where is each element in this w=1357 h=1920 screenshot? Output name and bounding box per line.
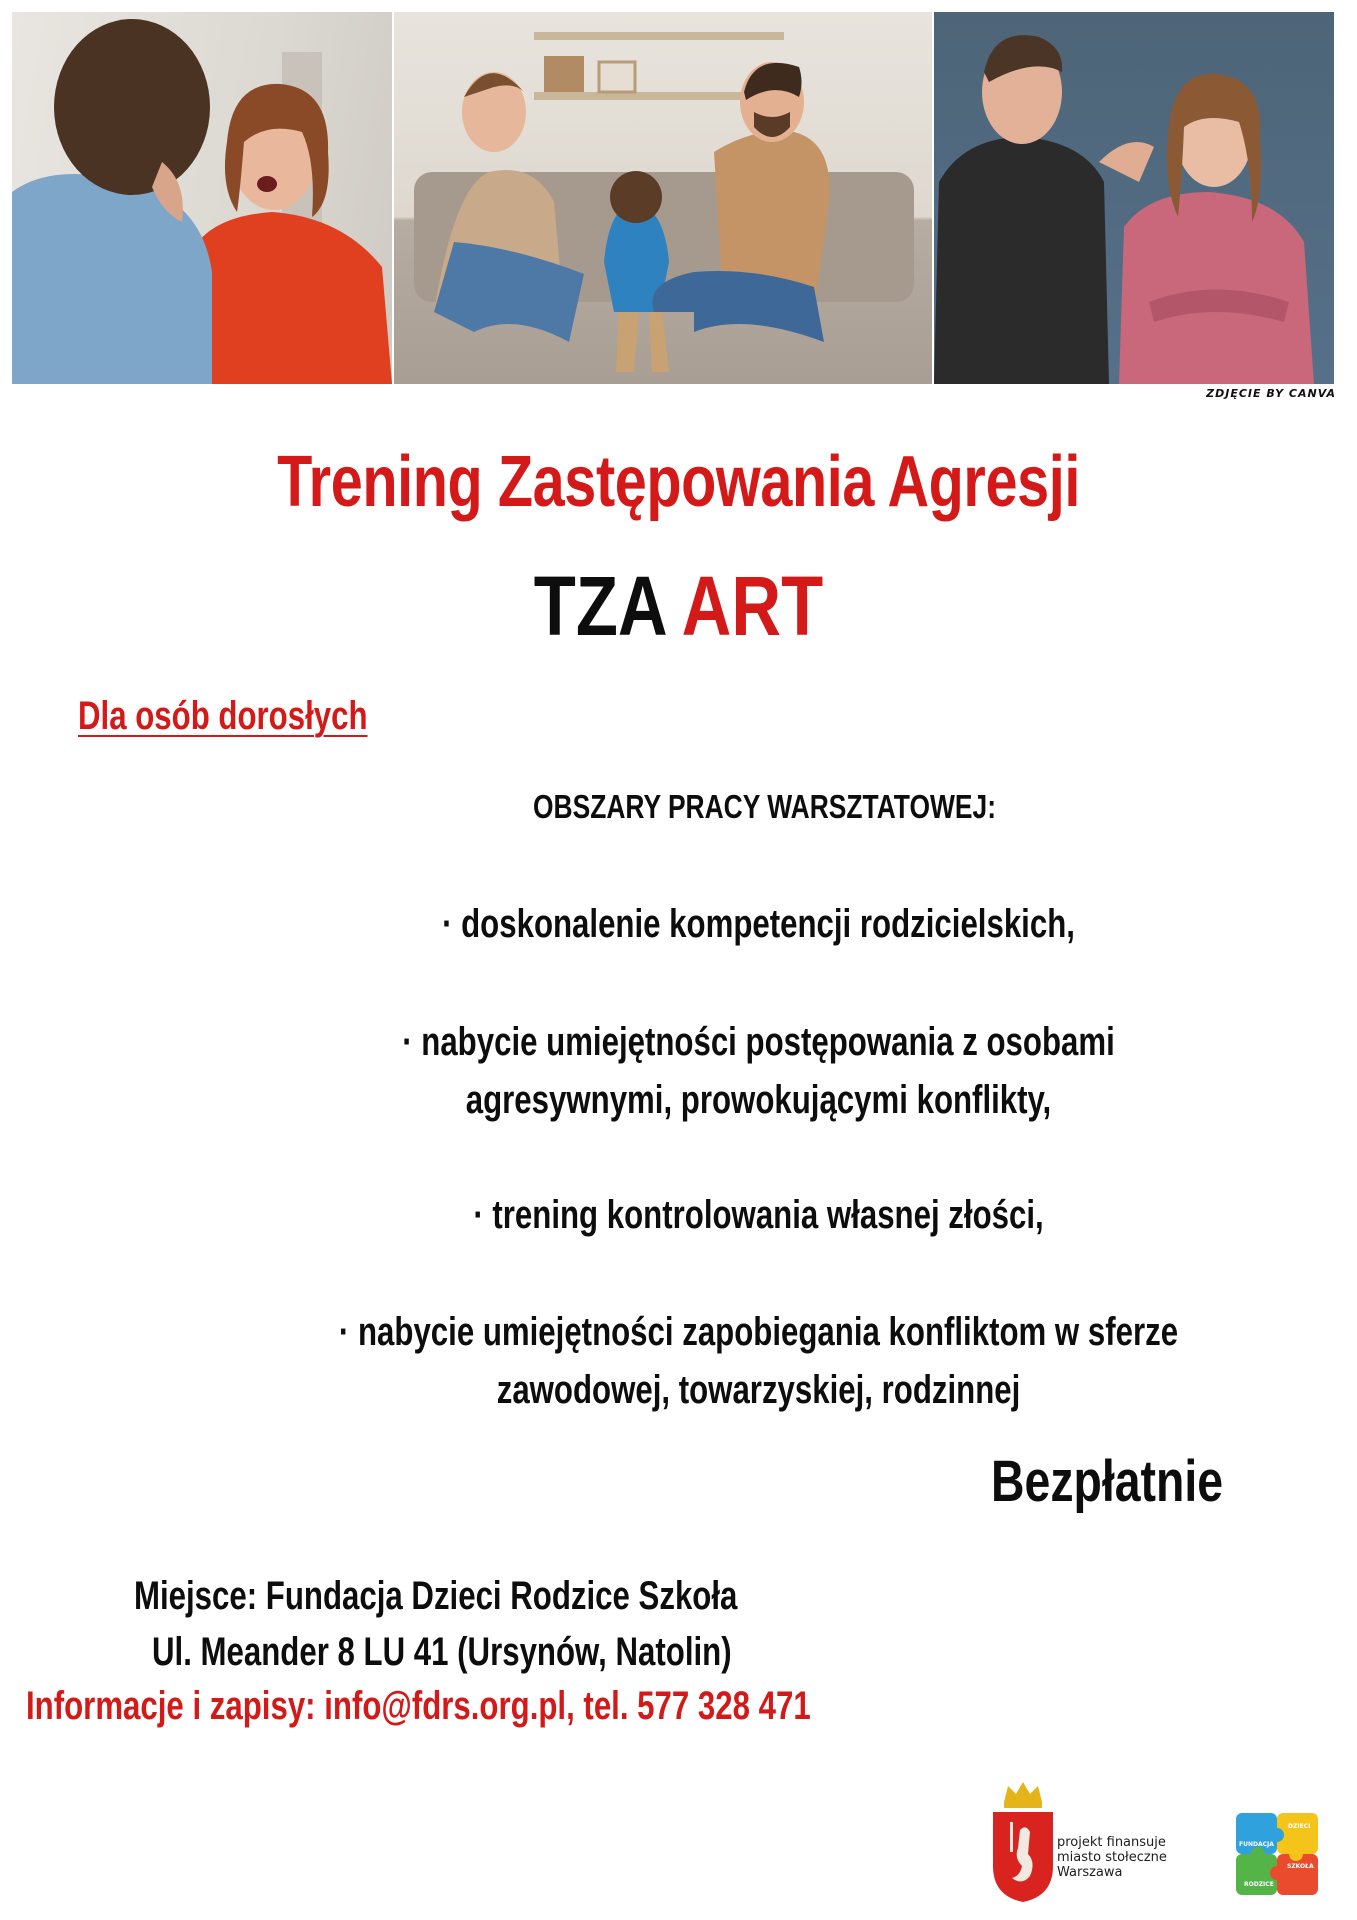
area-item-line: · nabycie umiejętności zapobiegania konfliktom w sferze (338, 1310, 1179, 1354)
area-item-line: zawodowej, towarzyskiej, rodzinnej (496, 1368, 1021, 1412)
area-item-line: · nabycie umiejętności postępowania z osobami (402, 1020, 1115, 1064)
warsaw-coat-of-arms-icon (990, 1778, 1056, 1904)
area-item-line: · trening kontrolowania własnej złości, (473, 1193, 1044, 1237)
price-label: Bezpłatnie (991, 1449, 1224, 1514)
fdrs-logo (1236, 1813, 1318, 1895)
area-item-line: agresywnymi, prowokującymi konflikty, (465, 1078, 1052, 1122)
area-item (229, 1013, 1287, 1129)
page-title: Trening Zastępowania Agresji (277, 442, 1080, 522)
fdrs-label: RODZICE (1244, 1881, 1274, 1888)
fdrs-label: DZIECI (1288, 1823, 1311, 1830)
photo-credit: ZDJĘCIE BY CANVA (1206, 387, 1336, 400)
couple-argument-photo (12, 12, 392, 384)
area-item (229, 1186, 1287, 1244)
man-yelling-photo (934, 12, 1334, 384)
warsaw-funding-text (1057, 1835, 1167, 1880)
warsaw-text-line: miasto stołeczne (1057, 1850, 1167, 1865)
subtitle-art: ART (681, 559, 824, 653)
subtitle-tza: TZA (533, 559, 666, 653)
man-yelling-icon (934, 12, 1334, 384)
area-item (229, 895, 1287, 953)
audience-label: Dla osób dorosłych (78, 694, 368, 738)
woman-shouting-icon (12, 12, 392, 384)
warsaw-text-line: Warszawa (1057, 1865, 1123, 1880)
area-item-line: · doskonalenie kompetencji rodzicielskich, (442, 902, 1075, 946)
areas-heading: OBSZARY PRACY WARSZTATOWEJ: (532, 788, 996, 825)
parents-child-icon (394, 12, 932, 384)
area-item (229, 1303, 1287, 1419)
warsaw-text-line: projekt finansuje (1057, 1835, 1166, 1850)
family-argument-photo (394, 12, 932, 384)
contact-info: Informacje i zapisy: info@fdrs.org.pl, tel. 577 328 471 (26, 1684, 811, 1728)
fdrs-label: SZKOŁA (1287, 1863, 1314, 1870)
address-info: Ul. Meander 8 LU 41 (Ursynów, Natolin) (152, 1630, 732, 1674)
place-info: Miejsce: Fundacja Dzieci Rodzice Szkoła (134, 1574, 738, 1618)
fdrs-label: FUNDACJA (1239, 1841, 1274, 1848)
page-subtitle (122, 558, 1235, 655)
